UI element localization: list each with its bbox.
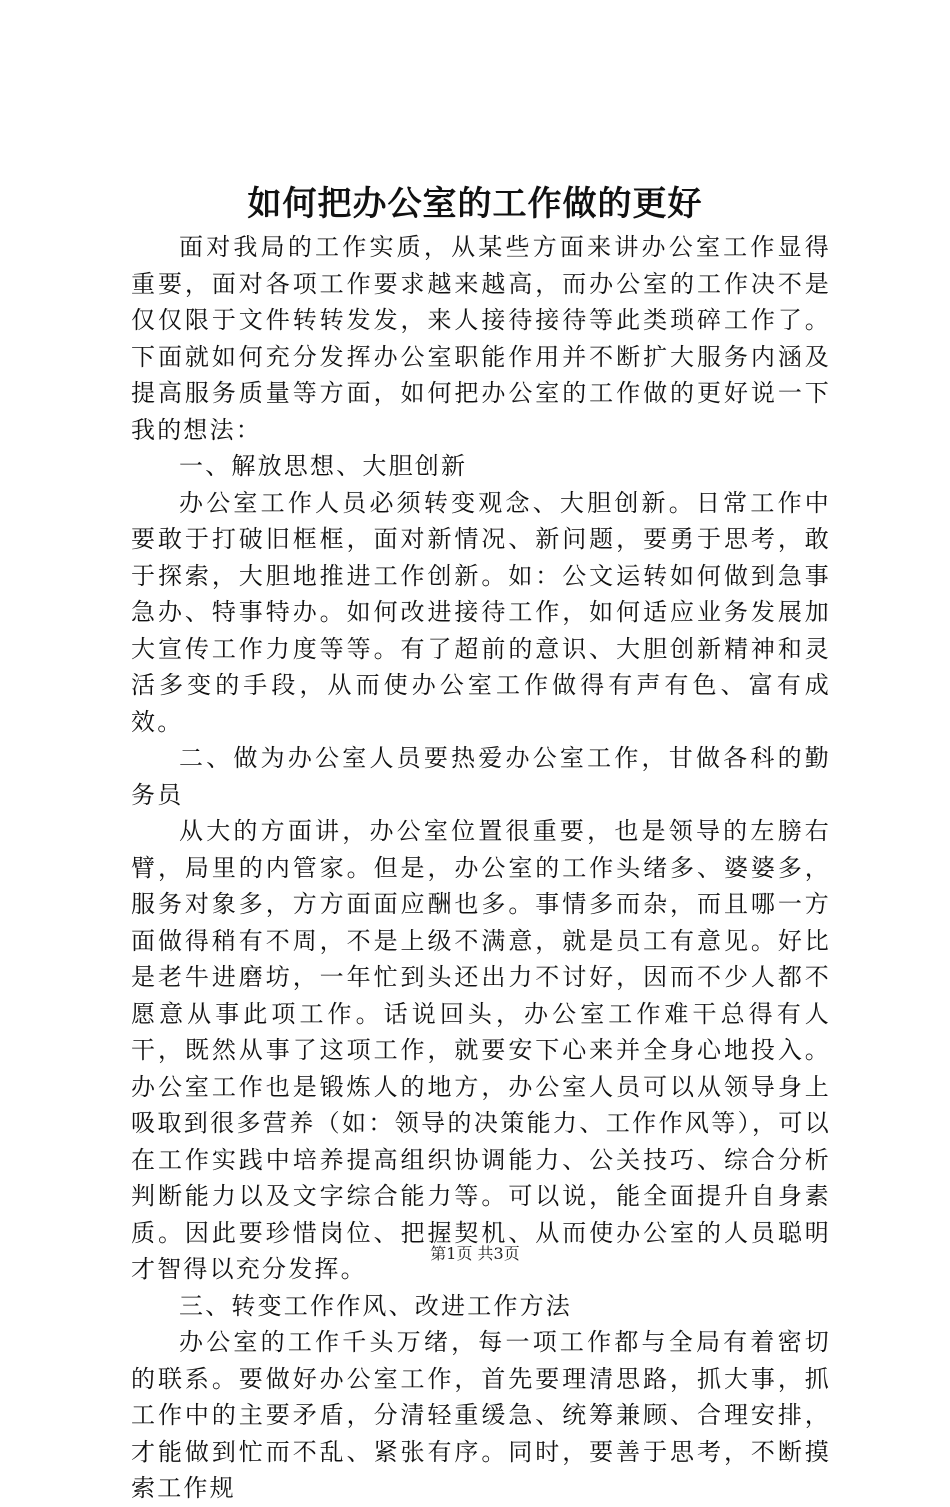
document-title: 如何把办公室的工作做的更好 xyxy=(247,184,703,224)
page-number-footer: 第1页 共3页 xyxy=(430,1244,520,1263)
section-heading-1: 一、解放思想、大胆创新 xyxy=(179,452,468,480)
intro-paragraph: 面对我局的工作实质，从某些方面来讲办公室工作显得重要，面对各项工作要求越来越高，而办公室的工作决不是仅仅限于文件转转发发，来人接待接待等此类琐碎工作了。下面就如何充分发挥办公室职能作用并不断扩大服务内涵及提高服务质量等方面，如何把办公室的工作做的更好说一下我的想法： xyxy=(131,233,831,444)
section-3-paragraph: 办公室的工作千头万绪，每一项工作都与全局有着密切的联系。要做好办公室工作，首先要理清思路，抓大事，抓工作中的主要矛盾，分清轻重缓急、统筹兼顾、合理安排，才能做到忙而不乱、紧张有序。同时，要善于思考，不断摸索工作规 xyxy=(131,1328,831,1502)
document-body xyxy=(131,229,831,1507)
section-1-paragraph: 办公室工作人员必须转变观念、大胆创新。日常工作中要敢于打破旧框框，面对新情况、新问题，要勇于思考，敢于探索，大胆地推进工作创新。如：公文运转如何做到急事急办、特事特办。如何改进接待工作，如何适应业务发展加大宣传工作力度等等。有了超前的意识、大胆创新精神和灵活多变的手段，从而使办公室工作做得有声有色、富有成效。 xyxy=(131,488,831,736)
section-heading-3: 三、转变工作作风、改进工作方法 xyxy=(179,1291,572,1320)
section-heading-2: 二、做为办公室人员要热爱办公室工作，甘做各科的勤务员 xyxy=(131,744,831,809)
section-2-paragraph: 从大的方面讲，办公室位置很重要，也是领导的左膀右臂，局里的内管家。但是，办公室的工作头绪多、婆婆多，服务对象多，方方面面应酬也多。事情多而杂，而且哪一方面做得稍有不周，不是上级不满意，就是员工有意见。好比是老牛进磨坊，一年忙到头还出力不讨好，因而不少人都不愿意从事此项工作。话说回头，办公室工作难干总得有人干，既然从事了这项工作，就要安下心来并全身心地投入。办公室工作也是锻炼人的地方，办公室人员可以从领导身上吸取到很多营养（如：领导的决策能力、工作作风等），可以在工作实践中培养提高组织协调能力、公关技巧、综合分析判断能力以及文字综合能力等。可以说，能全面提升自身素质。因此要珍惜岗位、把握契机、从而使办公室的人员聪明才智得以充分发挥。 xyxy=(131,817,831,1283)
